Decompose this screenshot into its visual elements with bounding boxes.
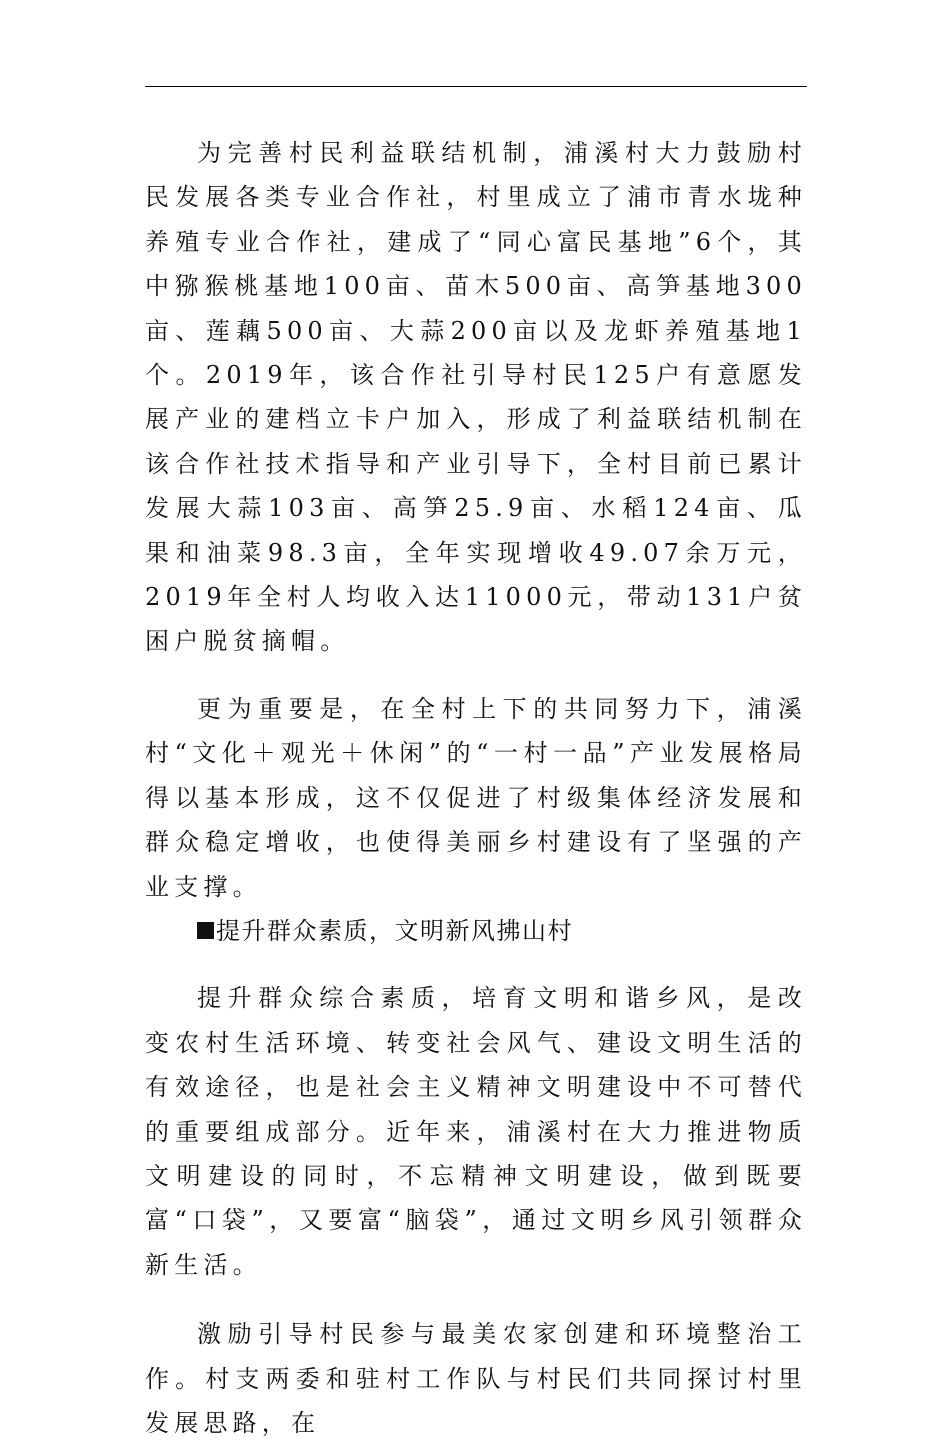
header-rule [145, 86, 807, 87]
document-body [145, 131, 807, 1445]
paragraph-industry-pattern: 更为重要是，在全村上下的共同努力下，浦溪村“文化＋观光＋休闲”的“一村一品”产业发展格局得以基本形成，这不仅促进了村级集体经济发展和群众稳定增收，也使得美丽乡村建设有了坚强的产业支撑。 [145, 694, 807, 901]
paragraph-model-household: 激励引导村民参与最美农家创建和环境整治工作。村支两委和驻村工作队与村民们共同探讨村里发展思路，在 [145, 1320, 807, 1437]
filled-square-icon [197, 922, 214, 939]
paragraph-cooperative-development: 为完善村民利益联结机制，浦溪村大力鼓励村民发展各类专业合作社，村里成立了浦市青水垅种养殖专业合作社，建成了“同心富民基地”6个，其中猕猴桃基地100亩、苗木500亩、高笋基地300亩、莲藕500亩、大蒜200亩以及龙虾养殖基地1个。2019年，该合作社引导村民125户有意愿发展产业的建档立卡户加入，形成了利益联结机制在该合作社技术指导和产业引导下，全村目前已累计发展大蒜103亩、高笋25.9亩、水稻124亩、瓜果和油菜98.3亩，全年实现增收49.07余万元，2019年全村人均收入达11000元，带动131户贫困户脱贫摘帽。 [145, 139, 807, 656]
section-heading-text: 提升群众素质，文明新风拂山村 [216, 916, 573, 945]
paragraph-civilized-customs: 提升群众综合素质，培育文明和谐乡风，是改变农村生活环境、转变社会风气、建设文明生活的有效途径，也是社会主义精神文明建设中不可替代的重要组成部分。近年来，浦溪村在大力推进物质文明建设的同时，不忘精神文明建设，做到既要富“口袋”，又要富“脑袋”，通过文明乡风引领群众新生活。 [145, 984, 807, 1279]
section-heading [145, 909, 807, 953]
